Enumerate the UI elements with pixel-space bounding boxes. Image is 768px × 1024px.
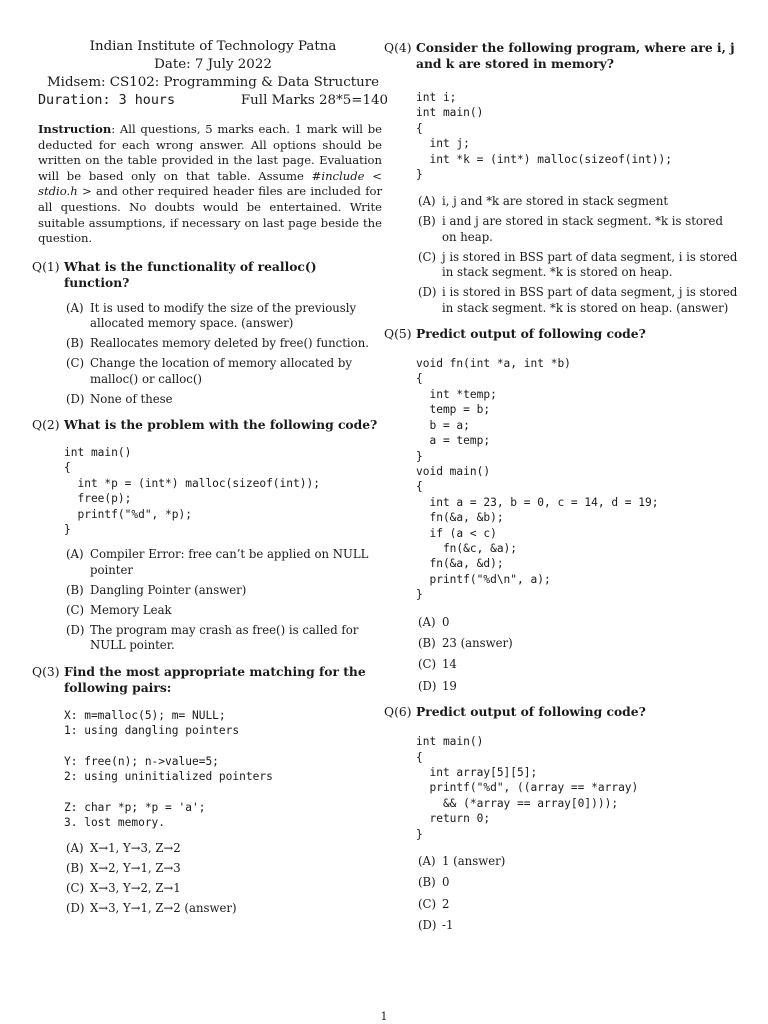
exam-header [38,38,388,110]
options-list [66,301,380,407]
code-block: void fn(int *a, int *b) { int *temp; temp = b; b = a; a = temp; } void main() { int a = 23, b = 0, c = 14, d = 19; fn(&a, &b); if (a < c) fn(&c, &a); fn(&a, &d); printf("%d\n", a); } [416,357,659,602]
exam-duration: Duration: 3 hours [38,93,176,108]
question-6 [384,704,740,933]
option-a[interactable]: (A) It is used to modify the size of the previously allocated memory space. (answer) [66,300,357,331]
option-d[interactable]: (D) 19 [418,678,457,693]
options-list [66,841,380,916]
exam-title: Midsem: CS102: Programming & Data Structure [46,75,380,90]
question-number: Q(2) [32,417,60,432]
option-b[interactable]: (B) Reallocates memory deleted by free() function. [66,336,369,351]
option-b[interactable]: (B) 0 [418,875,450,890]
option-c[interactable]: (C) X→3, Y→2, Z→1 [66,880,181,895]
right-column [384,38,740,940]
question-4 [384,40,740,316]
option-d[interactable]: (D) The program may crash as free() is called for NULL pointer. [66,622,359,653]
question-text: Predict output of following code? [416,704,646,720]
institute-name: Indian Institute of Technology Patna [89,39,337,54]
question-number: Q(3) [32,664,60,679]
page-number: 1 [380,1010,388,1023]
option-d[interactable]: (D) -1 [418,918,454,933]
question-text: Predict output of following code? [416,326,646,342]
option-c[interactable]: (C) Change the location of memory allocated by malloc() or calloc() [66,356,352,386]
option-c[interactable]: (C) 14 [418,657,457,672]
option-d[interactable]: (D) i is stored in BSS part of data segment, j is stored in stack segment. *k is stored on heap. (answer) [418,285,738,315]
question-3 [32,664,380,917]
question-2 [32,417,380,654]
code-block: X: m=malloc(5); m= NULL; 1: using dangling pointers Y: free(n); n->value=5; 2: using uninitialized pointers Z: char *p; *p = 'a'; 3. lost memory. [64,708,273,830]
full-marks: Full Marks 28*5=140 [240,93,388,108]
code-block: int main() { int *p = (int*) malloc(sizeof(int)); free(p); printf("%d", *p); } [64,445,320,536]
option-c[interactable]: (C) j is stored in BSS part of data segment, i is stored in stack segment. *k is stored on heap. [418,249,738,280]
question-number: Q(1) [32,259,60,274]
options-list [66,547,380,653]
option-a[interactable]: (A) Compiler Error: free can’t be applied on NULL pointer [66,547,369,577]
options-list [418,194,740,316]
options-list [418,854,740,934]
code-block: int main() { int array[5][5]; printf("%d", ((array == *array) && (*array == array[0]))); return 0; } [416,735,639,841]
option-c[interactable]: (C) 2 [418,896,450,911]
instruction-paragraph: Instruction: All questions, 5 marks each. 1 mark will be deducted for each wrong answer. All options should be written on the table provided in the last page. Evaluation will be based only on that table. Assume #include < stdio.h > and other required header files are included for all questions. No doubts would be entertained. Write suitable assumptions, if necessary on last page beside the question. [38,122,383,246]
left-column [32,38,388,921]
include-directive: #include < stdio.h > [38,168,382,199]
question-number: Q(6) [384,705,412,720]
option-a[interactable]: (A) 1 (answer) [418,854,506,869]
instruction-label: Instruction [38,122,112,136]
option-a[interactable]: (A) i, j and *k are stored in stack segment [418,194,669,209]
options-list [418,615,740,695]
question-text: Consider the following program, where are i, j and k are stored in memory? [416,40,735,71]
exam-date: Date: 7 July 2022 [154,57,272,72]
question-text: Find the most appropriate matching for the following pairs: [64,663,366,695]
code-block: int i; int main() { int j; int *k = (int*) malloc(sizeof(int)); } [416,91,672,182]
question-number: Q(4) [384,41,412,55]
option-a[interactable]: (A) X→1, Y→3, Z→2 [66,840,181,855]
question-number: Q(5) [384,327,412,342]
option-b[interactable]: (B) i and j are stored in stack segment. *k is stored on heap. [418,214,723,244]
option-b[interactable]: (B) 23 (answer) [418,635,513,650]
option-d[interactable]: (D) None of these [66,391,173,406]
option-b[interactable]: (B) X→2, Y→1, Z→3 [66,860,181,875]
question-text: What is the problem with the following code? [64,416,378,432]
option-b[interactable]: (B) Dangling Pointer (answer) [66,582,247,597]
question-5 [384,326,740,694]
option-c[interactable]: (C) Memory Leak [66,602,172,617]
question-text: What is the functionality of realloc() function? [64,258,317,290]
option-a[interactable]: (A) 0 [418,614,450,629]
question-1 [32,259,380,407]
option-d[interactable]: (D) X→3, Y→1, Z→2 (answer) [66,900,237,915]
